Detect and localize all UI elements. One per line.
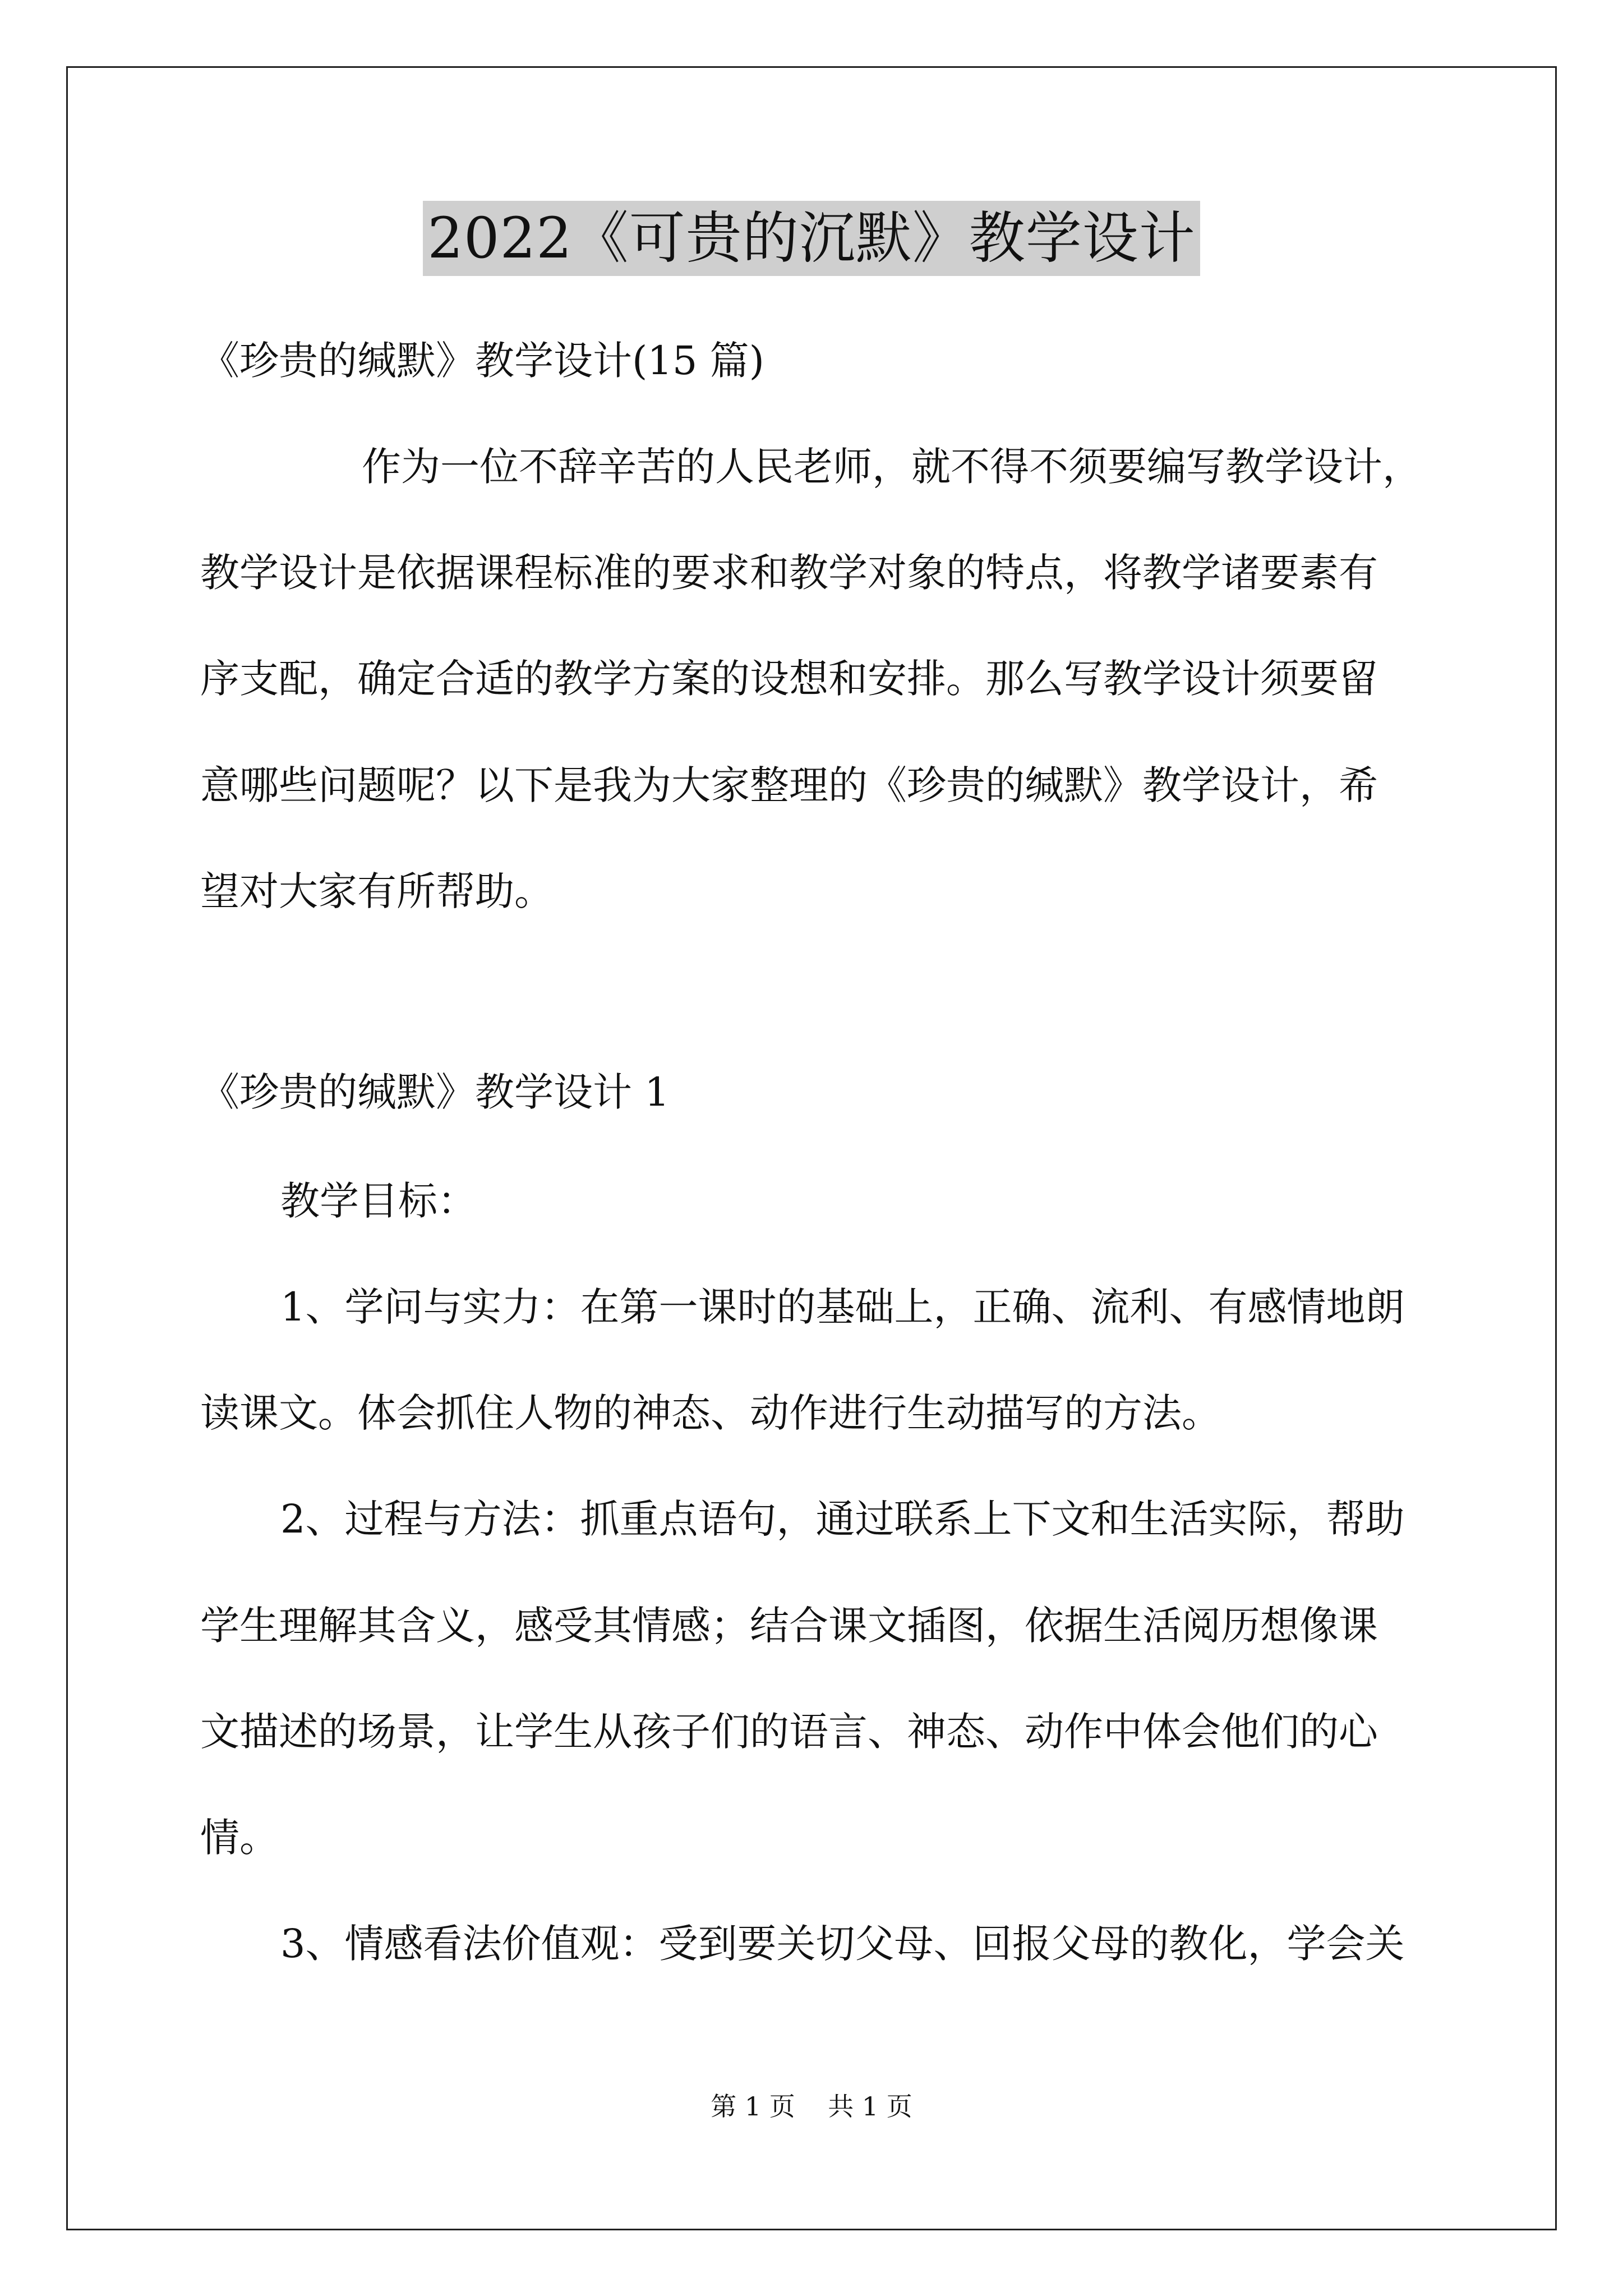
paragraph-line: 望对大家有所帮助。 bbox=[200, 868, 554, 914]
paragraph-line: 文描述的场景，让学生从孩子们的语言、神态、动作中体会他们的心 bbox=[200, 1709, 1378, 1755]
document-subtitle: 《珍贵的缄默》教学设计(15 篇) bbox=[200, 338, 764, 384]
title-container bbox=[0, 201, 1623, 276]
objectives-heading: 教学目标： bbox=[280, 1178, 477, 1224]
section-heading: 《珍贵的缄默》教学设计 1 bbox=[200, 1069, 670, 1115]
paragraph-line: 序支配，确定合适的教学方案的设想和安排。那么写教学设计须要留 bbox=[200, 656, 1378, 702]
paragraph-line: 1、学问与实力：在第一课时的基础上，正确、流利、有感情地朗 bbox=[280, 1284, 1405, 1330]
paragraph-line: 学生理解其含义，感受其情感；结合课文插图，依据生活阅历想像课 bbox=[200, 1603, 1378, 1649]
document-title: 2022《可贵的沉默》教学设计 bbox=[423, 201, 1200, 276]
paragraph-line: 意哪些问题呢？以下是我为大家整理的《珍贵的缄默》教学设计，希 bbox=[200, 762, 1378, 808]
page-border bbox=[66, 66, 1557, 2230]
paragraph-line: 作为一位不辞辛苦的人民老师，就不得不须要编写教学设计， bbox=[362, 444, 1422, 490]
paragraph-line: 读课文。体会抓住人物的神态、动作进行生动描写的方法。 bbox=[200, 1390, 1221, 1436]
paragraph-line: 3、情感看法价值观：受到要关切父母、回报父母的教化，学会关 bbox=[280, 1921, 1405, 1967]
paragraph-line: 教学设计是依据课程标准的要求和教学对象的特点，将教学诸要素有 bbox=[200, 550, 1378, 596]
paragraph-line: 情。 bbox=[200, 1815, 279, 1861]
paragraph-line: 2、过程与方法：抓重点语句，通过联系上下文和生活实际，帮助 bbox=[280, 1496, 1405, 1542]
page-number-footer: 第 1 页 共 1 页 bbox=[711, 2091, 912, 2122]
